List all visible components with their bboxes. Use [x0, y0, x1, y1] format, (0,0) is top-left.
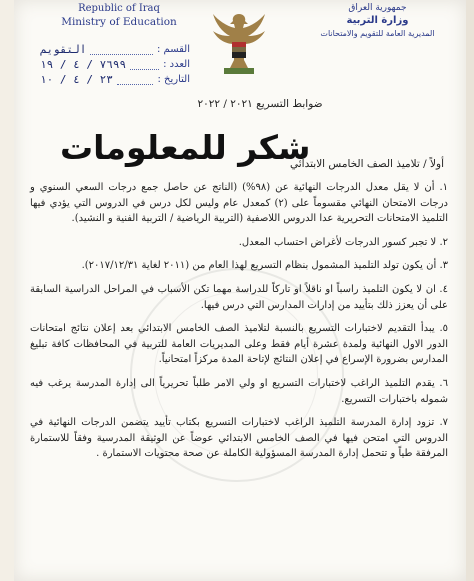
- paragraph-3: ٣. أن يكون تولد التلميذ المشمول بنظام التسريع لهذا العام من (٢٠١١ لغاية ٢٠١٧/١٢/٣١).: [81, 260, 448, 272]
- document-title: ضوابط التسريع ٢٠٢١ / ٢٠٢٢: [197, 98, 323, 110]
- country-name-ar: جمهورية العراق: [348, 3, 407, 13]
- paragraph-1: ١. أن لا يقل معدل الدرجات النهائية عن (٩٨%) (الناتج عن حاصل جمع درجات السعي السنوي و درجات الامتحان النهائي مقسوماً على (٢) كمعدل عام وليس لكل درس في الدروس التي يؤدي فيها التلميذ الامتحانات التحريرية عدا الدروس اللاصفية (التربية الرياضية / التربية الفنية و النشيد).: [30, 182, 449, 225]
- date-label: التاريخ :: [157, 74, 190, 85]
- section-heading: أولاً / تلاميذ الصف الخامس الابتدائي: [290, 158, 444, 170]
- number-label: العدد :: [163, 59, 190, 70]
- reference-block: [40, 42, 190, 87]
- paragraph-4: ٤. ان لا يكون التلميذ راسباً او ناقلاً او تاركاً للدراسة مهما تكن الأسباب في المراحل الدراسية السابقة على أن يعزز ذلك بتأييد من إدارات المدارس التي درس فيها.: [30, 283, 448, 311]
- country-name-en: Republic of Iraq: [78, 3, 160, 14]
- number-value: ٧٦٩٩ / ٤ / ١٩: [40, 58, 127, 71]
- overlay-watermark-text: شكر للمعلومات: [60, 128, 311, 167]
- directorate-name-ar: المديرية العامة للتقويم والامتحانات: [320, 29, 435, 38]
- letterhead-english: [44, 3, 194, 29]
- page-right-margin: [466, 0, 474, 581]
- ministry-name-en: Ministry of Education: [61, 16, 177, 28]
- iraq-emblem-icon: [210, 8, 268, 78]
- paragraph-7: ٧. تزود إدارة المدرسة التلميذ الراغب لاختبارات التسريع بكتاب تأييد يتضمن الدرجات النهائية في الدروس التي امتحن فيها في الصف الخامس الابتدائي عوضاً عن الوثيقة المدرسية وفقاً للاستمارة المرفقة طياً و تتحمل إدارة المدرسة المسؤولية الكاملة عن صحة محتويات الاستمارة .: [30, 417, 448, 460]
- number-row: [40, 57, 190, 72]
- document-body: [30, 180, 448, 470]
- page-left-margin: [0, 0, 14, 581]
- paragraph-6: ٦. يقدم التلميذ الراغب لاختبارات التسريع او ولي الامر طلباً تحريرياً الى إدارة المدرسة يرغب فيه شموله باختبارات التسريع.: [30, 377, 448, 405]
- paragraph-2: ٢. لا تجبر كسور الدرجات لأغراض احتساب المعدل.: [238, 236, 448, 248]
- section-value: التقويم: [40, 43, 87, 56]
- ministry-name-ar: وزارة التربية: [346, 15, 409, 26]
- section-label: القسم :: [156, 44, 190, 55]
- date-row: [40, 72, 190, 87]
- date-value: ٢٣ / ٤ / ١٠: [40, 73, 113, 86]
- section-row: [40, 42, 190, 57]
- letterhead-arabic: [305, 2, 450, 40]
- paragraph-5: ٥. يبدأ التقديم لاختبارات التسريع بالنسبة لتلاميذ الصف الخامس الابتدائي بعد إعلان نتائج امتحانات الدور الاول النهائية ولمدة عشرة أيام فقط وعلى المديريات العامة للتربية في المحافظات كافة تبليغ المدارس بضرورة الإسراع في إعلان النتائج لإتاحة المدة مركزاً امتحانياً.: [30, 323, 448, 366]
